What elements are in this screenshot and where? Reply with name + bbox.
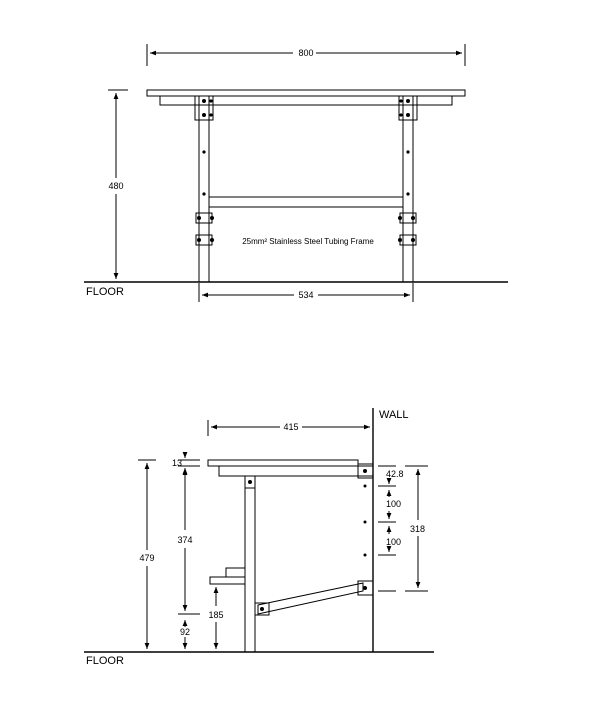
dim-side-top-thickness: 13 [172, 458, 183, 468]
dim-wall-top: 42.8 [386, 469, 404, 479]
front-floor-label: FLOOR [86, 286, 124, 298]
wall-label: WALL [379, 409, 409, 421]
side-tabletop [208, 460, 358, 466]
dim-wall-mid2: 100 [386, 537, 402, 547]
front-left-leg [199, 96, 209, 282]
dim-wall-total: 318 [410, 524, 426, 534]
dim-wall-mid1: 100 [386, 499, 402, 509]
side-apron [219, 466, 373, 476]
dim-side-depth: 415 [283, 422, 299, 432]
side-floor-label: FLOOR [86, 655, 124, 667]
side-bolts [248, 469, 367, 611]
front-view [84, 44, 508, 302]
dim-side-total-height: 479 [139, 553, 155, 563]
side-leg [245, 476, 255, 652]
side-view [84, 408, 434, 652]
dim-side-leg-upper: 374 [177, 535, 193, 545]
front-cross-rail [209, 197, 403, 207]
dim-front-height: 480 [108, 181, 124, 191]
side-step-lower [210, 577, 245, 584]
front-tabletop [147, 90, 465, 96]
side-step-upper [226, 568, 245, 577]
dim-side-bottom: 92 [179, 627, 191, 637]
dim-front-width: 800 [298, 48, 314, 58]
dim-front-leg-spacing: 534 [298, 290, 314, 300]
front-bolts [197, 99, 415, 242]
front-right-leg [403, 96, 413, 282]
dim-side-low-step: 185 [208, 610, 224, 620]
frame-note: 25mm² Stainless Steel Tubing Frame [242, 237, 374, 246]
side-diagonal-brace [258, 583, 363, 614]
